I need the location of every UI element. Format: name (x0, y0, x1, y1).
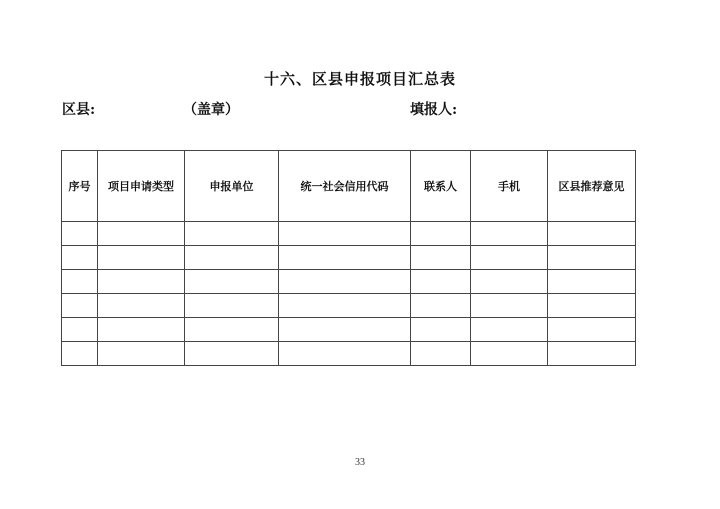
table-cell (279, 318, 411, 342)
header-cell-applicant: 申报单位 (185, 151, 279, 222)
table-row (62, 246, 636, 270)
header-cell-project-type: 项目申请类型 (98, 151, 185, 222)
table-cell (411, 342, 471, 366)
header-cell-index: 序号 (62, 151, 98, 222)
header-cell-recommendation: 区县推荐意见 (548, 151, 636, 222)
table-cell (185, 318, 279, 342)
table-cell (411, 246, 471, 270)
table-cell (411, 270, 471, 294)
table-cell (279, 294, 411, 318)
table-cell (185, 294, 279, 318)
table-cell (62, 342, 98, 366)
table-cell (279, 222, 411, 246)
table-cell (548, 342, 636, 366)
table-cell (62, 318, 98, 342)
table-cell (411, 294, 471, 318)
table-row (62, 270, 636, 294)
table-cell (279, 270, 411, 294)
table-cell (98, 222, 185, 246)
table-cell (185, 342, 279, 366)
table-cell (98, 342, 185, 366)
table-row (62, 222, 636, 246)
table-header-row (62, 151, 636, 222)
table-cell (471, 318, 548, 342)
table-cell (62, 222, 98, 246)
table-cell (62, 270, 98, 294)
header-cell-credit-code: 统一社会信用代码 (279, 151, 411, 222)
county-label: 区县: (62, 102, 96, 118)
table-cell (471, 342, 548, 366)
table-cell (185, 270, 279, 294)
filler-label: 填报人: (410, 102, 458, 118)
table-cell (62, 246, 98, 270)
table-cell (185, 246, 279, 270)
document-title: 十六、区县申报项目汇总表 (263, 70, 456, 88)
table-cell (548, 318, 636, 342)
table-cell (471, 222, 548, 246)
table-cell (548, 222, 636, 246)
table-cell (548, 294, 636, 318)
table-cell (471, 294, 548, 318)
project-summary-table (61, 150, 636, 366)
table-cell (98, 318, 185, 342)
table-cell (279, 246, 411, 270)
table-cell (548, 270, 636, 294)
header-cell-phone: 手机 (471, 151, 548, 222)
form-info-row (62, 99, 662, 119)
table-row (62, 318, 636, 342)
table-cell (98, 246, 185, 270)
table-row (62, 342, 636, 366)
table-cell (471, 270, 548, 294)
table-cell (185, 222, 279, 246)
table-row (62, 294, 636, 318)
table-cell (279, 342, 411, 366)
table-cell (98, 270, 185, 294)
page-number: 33 (355, 457, 365, 468)
header-cell-contact: 联系人 (411, 151, 471, 222)
stamp-label: （盖章） (183, 102, 239, 118)
table-cell (62, 294, 98, 318)
table-cell (471, 246, 548, 270)
table-cell (98, 294, 185, 318)
table-cell (548, 246, 636, 270)
table-cell (411, 222, 471, 246)
table-cell (411, 318, 471, 342)
